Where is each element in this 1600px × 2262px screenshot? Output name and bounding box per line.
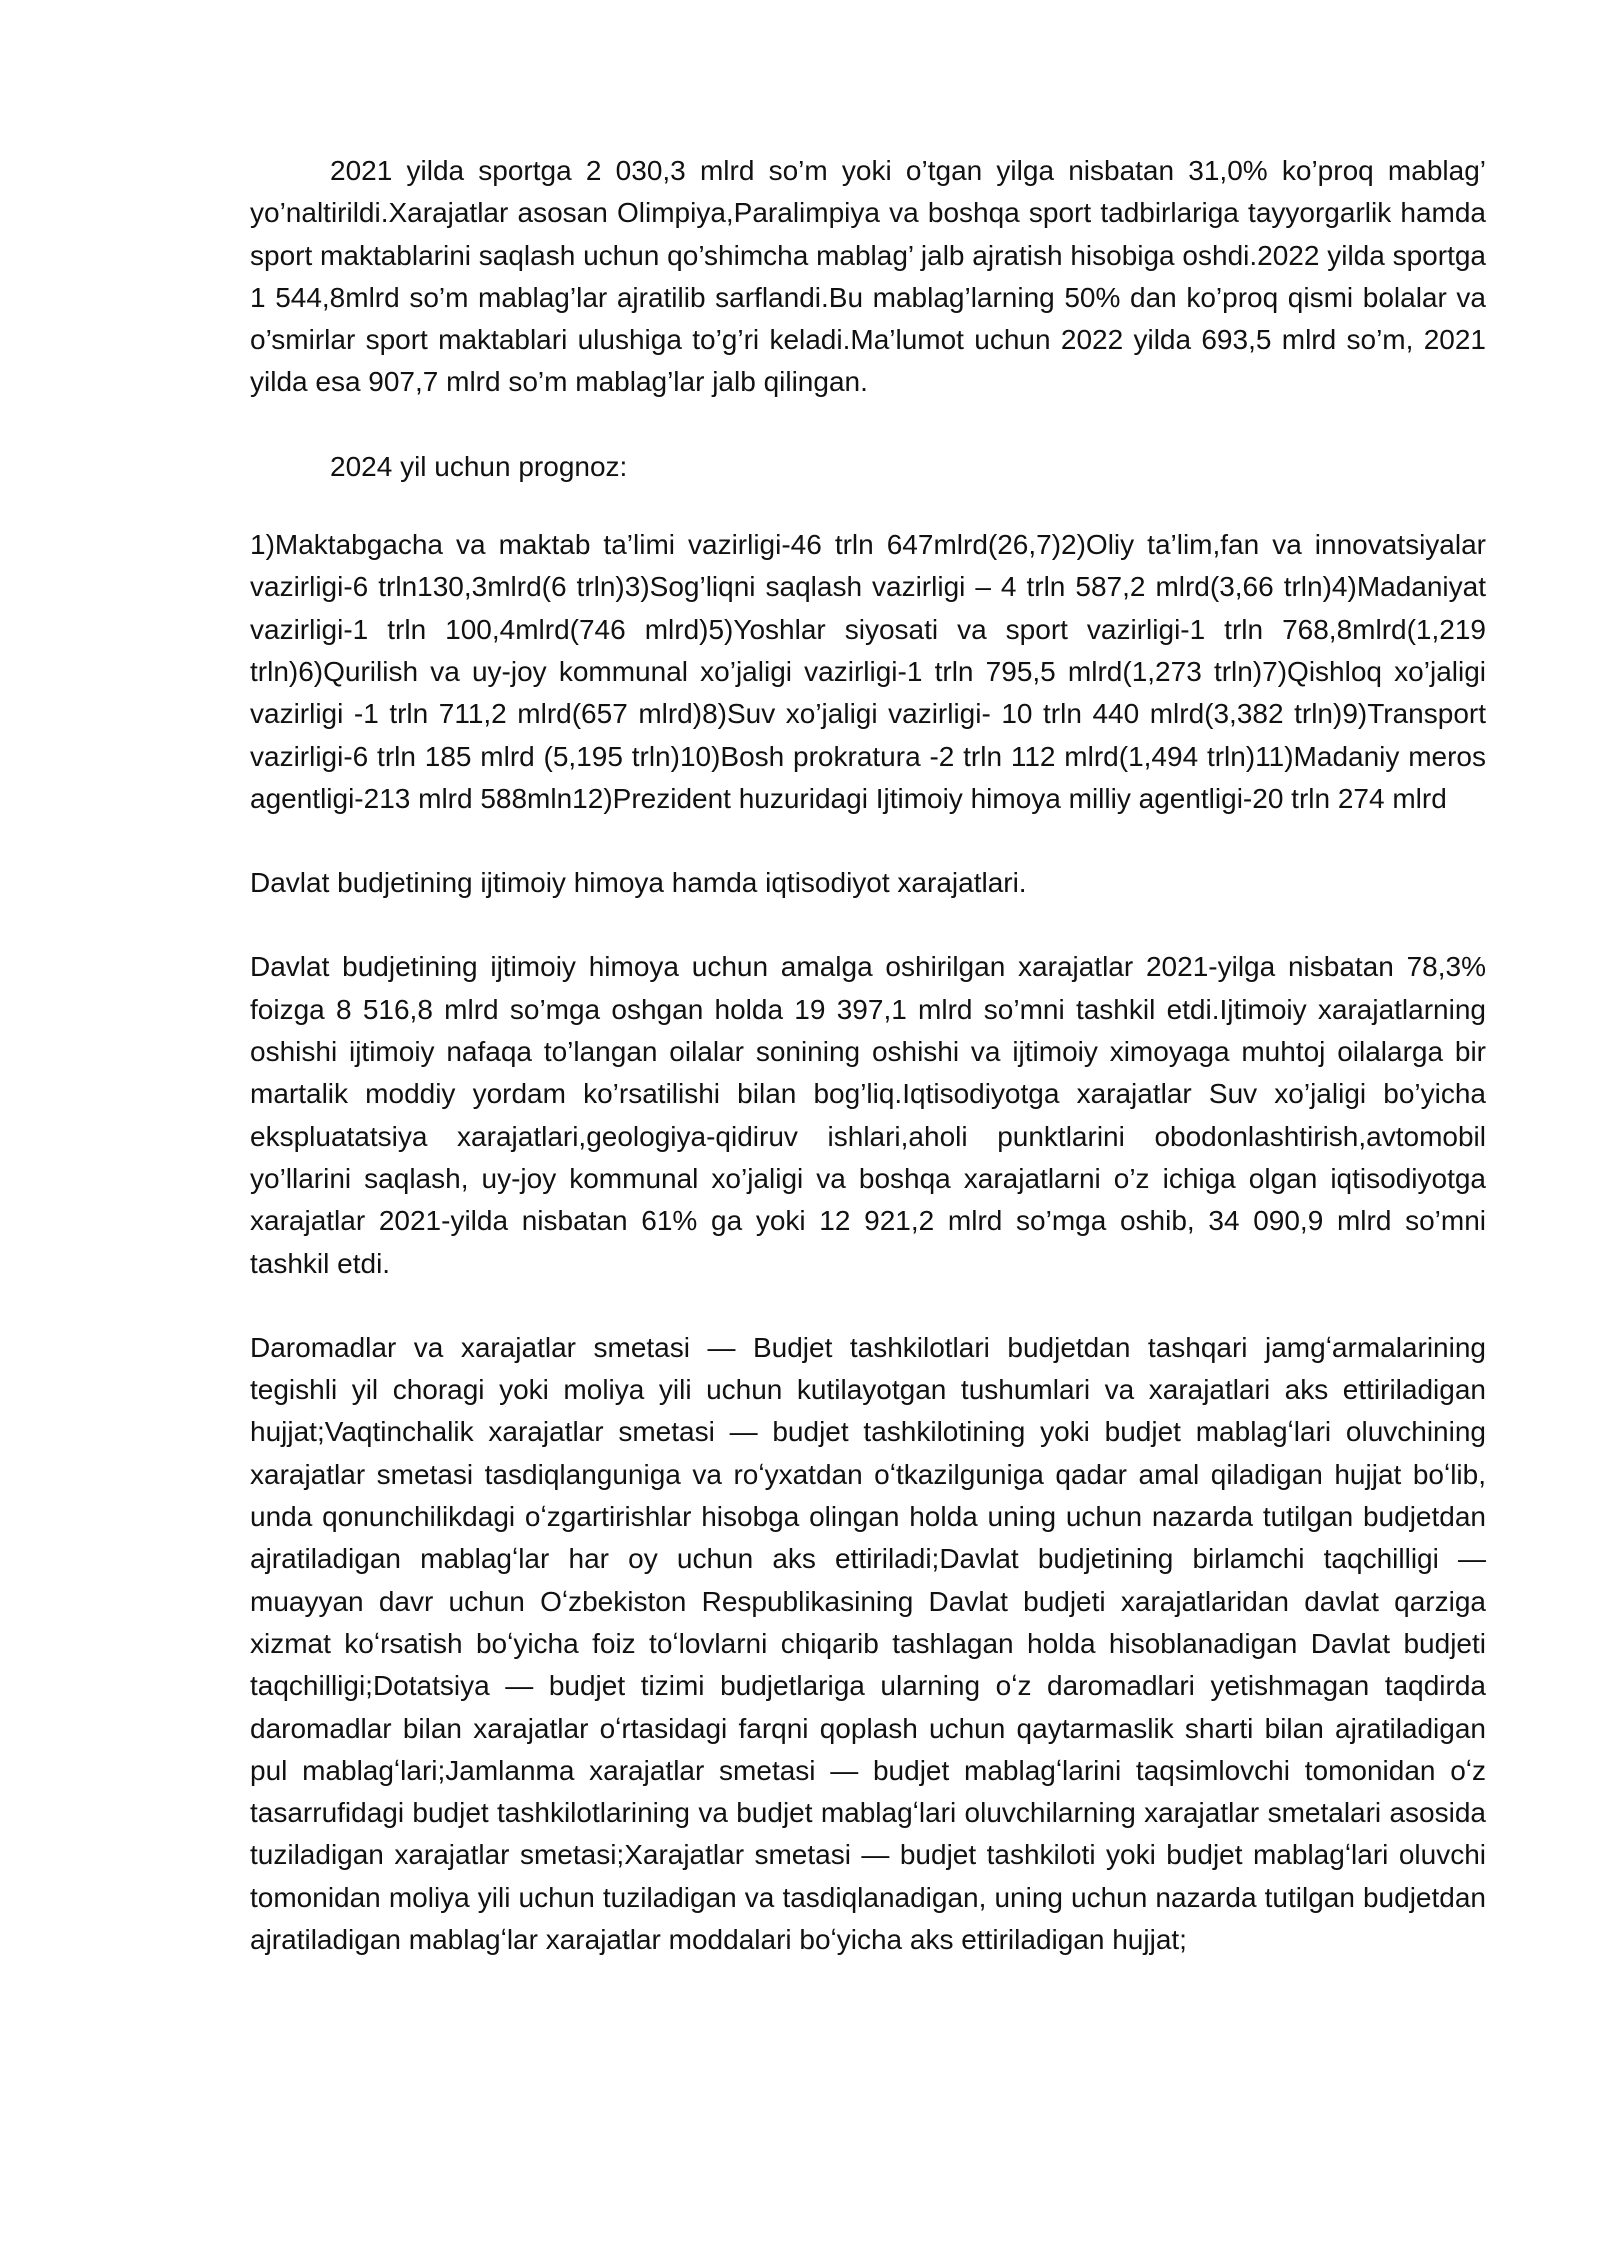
paragraph-section-heading: Davlat budjetining ijtimoiy himoya hamda iqtisodiyot xarajatlari. bbox=[250, 867, 1027, 899]
paragraph-ministry-list: 1)Maktabgacha va maktab ta’limi vazirligi-46 trln 647mlrd(26,7)2)Oliy ta’lim,fan va innovatsiyalar vazirligi-6 trln130,3mlrd(6 trln)3)Sog’liqni saqlash vazirligi – 4 trln 587,2 mlrd(3,66 trln)4)Madaniyat vazirligi-1 trln 100,4mlrd(746 mlrd)5)Yoshlar siyosati va sport vazirligi-1 trln 768,8mlrd(1,219 trln)6)Qurilish va uy-joy kommunal xo’jaligi vazirligi-1 trln 795,5 mlrd(1,273 trln)7)Qishloq xo’jaligi vazirligi -1 trln 711,2 mlrd(657 mlrd)8)Suv xo’jaligi vazirligi- 10 trln 440 mlrd(3,382 trln)9)Transport vazirligi-6 trln 185 mlrd (5,195 trln)10)Bosh prokratura -2 trln 112 mlrd(1,494 trln)11)Madaniy meros agentligi-213 mlrd 588mln12)Prezident huzuridagi Ijtimoiy himoya milliy agentligi-20 trln 274 mlrd bbox=[250, 529, 1486, 814]
document-page bbox=[250, 150, 1486, 2003]
paragraph-definitions: Daromadlar va xarajatlar smetasi — Budjet tashkilotlari budjetdan tashqari jamgʻarmalarining tegishli yil choragi yoki moliya yili uchun kutilayotgan tushumlari va xarajatlari aks ettiriladigan hujjat;Vaqtinchalik xarajatlar smetasi — budjet tashkilotining yoki budjet mablagʻlari oluvchining xarajatlar smetasi tasdiqlanguniga va roʻyxatdan oʻtkazilguniga qadar amal qiladigan hujjat boʻlib, unda qonunchilikdagi oʻzgartirishlar hisobga olingan holda uning uchun nazarda tutilgan budjetdan ajratiladigan mablagʻlar har oy uchun aks ettiriladi;Davlat budjetining birlamchi taqchilligi — muayyan davr uchun Oʻzbekiston Respublikasining Davlat budjeti xarajatlaridan davlat qarziga xizmat koʻrsatish boʻyicha foiz toʻlovlarni chiqarib tashlagan holda hisoblanadigan Davlat budjeti taqchilligi;Dotatsiya — budjet tizimi budjetlariga ularning oʻz daromadlari yetishmagan taqdirda daromadlar bilan xarajatlar oʻrtasidagi farqni qoplash uchun qaytarmaslik sharti bilan ajratiladigan pul mablagʻlari;Jamlanma xarajatlar smetasi — budjet mablagʻlarini taqsimlovchi tomonidan oʻz tasarrufidagi budjet tashkilotlarining va budjet mablagʻlari oluvchilarning xarajatlar smetalari asosida tuziladigan xarajatlar smetasi;Xarajatlar smetasi — budjet tashkiloti yoki budjet mablagʻlari oluvchi tomonidan moliya yili uchun tuziladigan va tasdiqlanadigan, uning uchun nazarda tutilgan budjetdan ajratiladigan mablagʻlar xarajatlar moddalari boʻyicha aks ettiriladigan hujjat; bbox=[250, 1331, 1486, 1955]
paragraph-forecast-heading: 2024 yil uchun prognoz: bbox=[330, 450, 628, 482]
paragraph-social-protection: Davlat budjetining ijtimoiy himoya uchun amalga oshirilgan xarajatlar 2021-yilga nisbatan 78,3% foizga 8 516,8 mlrd so’mga oshgan holda 19 397,1 mlrd so’mni tashkil etdi.Ijtimoiy xarajatlarning oshishi ijtimoiy nafaqa to’langan oilalar sonining oshishi va ijtimoiy ximoyaga muhtoj oilalarga bir martalik moddiy yordam ko’rsatilishi bilan bog’liq.Iqtisodiyotga xarajatlar Suv xo’jaligi bo’yicha ekspluatatsiya xarajatlari,geologiya-qidiruv ishlari,aholi punktlarini obodonlashtirish,avtomobil yo’llarini saqlash, uy-joy kommunal xo’jaligi va boshqa xarajatlarni o’z ichiga olgan iqtisodiyotga xarajatlar 2021-yilda nisbatan 61% ga yoki 12 921,2 mlrd so’mga oshib, 34 090,9 mlrd so’mni tashkil etdi. bbox=[250, 951, 1486, 1279]
paragraph-sport-funding: 2021 yilda sportga 2 030,3 mlrd so’m yoki o’tgan yilga nisbatan 31,0% ko’proq mablag’ yo’naltirildi.Xarajatlar asosan Olimpiya,Paralimpiya va boshqa sport tadbirlariga tayyorgarlik hamda sport maktablarini saqlash uchun qo’shimcha mablag’ jalb ajratish hisobiga oshdi.2022 yilda sportga 1 544,8mlrd so’m mablag’lar ajratilib sarflandi.Bu mablag’larning 50% dan ko’proq qismi bolalar va o’smirlar sport maktablari ulushiga to’g’ri keladi.Ma’lumot uchun 2022 yilda 693,5 mlrd so’m, 2021 yilda esa 907,7 mlrd so’m mablag’lar jalb qilingan. bbox=[250, 155, 1486, 398]
